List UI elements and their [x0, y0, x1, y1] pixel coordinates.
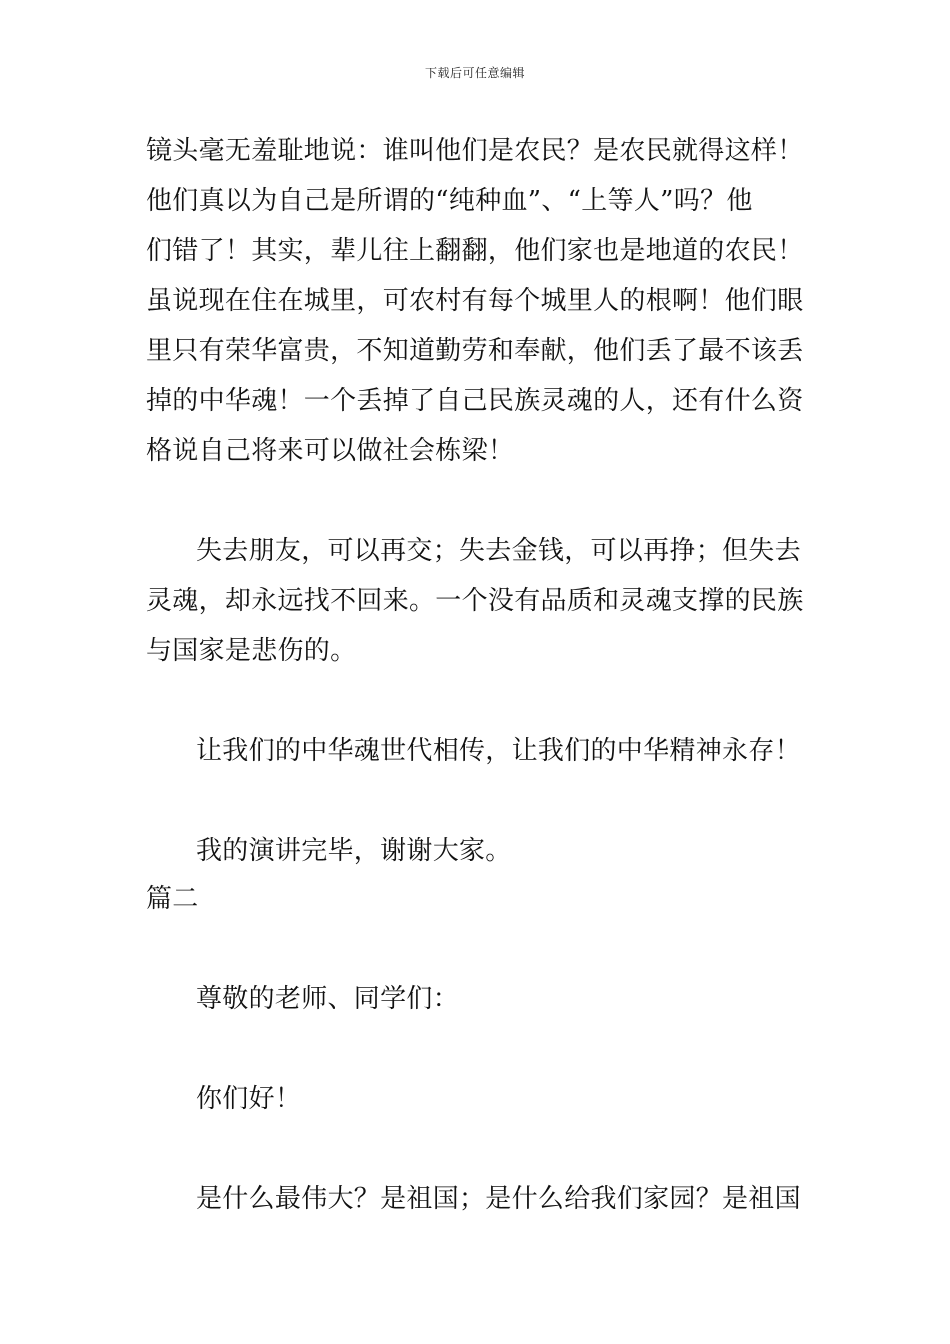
- paragraph-line: 是什么最伟大？是祖国；是什么给我们家园？是祖国: [196, 1184, 801, 1214]
- paragraph-line: 里只有荣华富贵，不知道勤劳和奉献，他们丢了最不该丢: [146, 336, 804, 366]
- paragraph-line: 格说自己将来可以做社会栋梁！: [146, 436, 515, 466]
- paragraph-line: 让我们的中华魂世代相传，让我们的中华精神永存！: [196, 736, 801, 766]
- hello-line: 你们好！: [196, 1084, 302, 1114]
- paragraph-line: 他们真以为自己是所谓的“纯种血”、“上等人”吗？他: [146, 186, 753, 216]
- page-header: 下载后可任意编辑: [424, 66, 525, 80]
- paragraph-line: 灵魂，却永远找不回来。一个没有品质和灵魂支撑的民族: [146, 586, 804, 616]
- paragraph-line: 我的演讲完毕，谢谢大家。: [196, 836, 512, 866]
- paragraph-line: 虽说现在住在城里，可农村有每个城里人的根啊！他们眼: [146, 286, 804, 316]
- paragraph-line: 失去朋友，可以再交；失去金钱，可以再挣；但失去: [196, 536, 801, 566]
- paragraph-line: 镜头毫无羞耻地说：谁叫他们是农民？是农民就得这样！: [146, 136, 804, 166]
- section-heading: 篇二: [146, 884, 199, 914]
- greeting-line: 尊敬的老师、同学们：: [196, 984, 460, 1014]
- paragraph-line: 们错了！其实，辈儿往上翻翻，他们家也是地道的农民！: [146, 236, 804, 266]
- paragraph-line: 与国家是悲伤的。: [146, 636, 357, 666]
- paragraph-line: 掉的中华魂！一个丢掉了自己民族灵魂的人，还有什么资: [146, 386, 804, 416]
